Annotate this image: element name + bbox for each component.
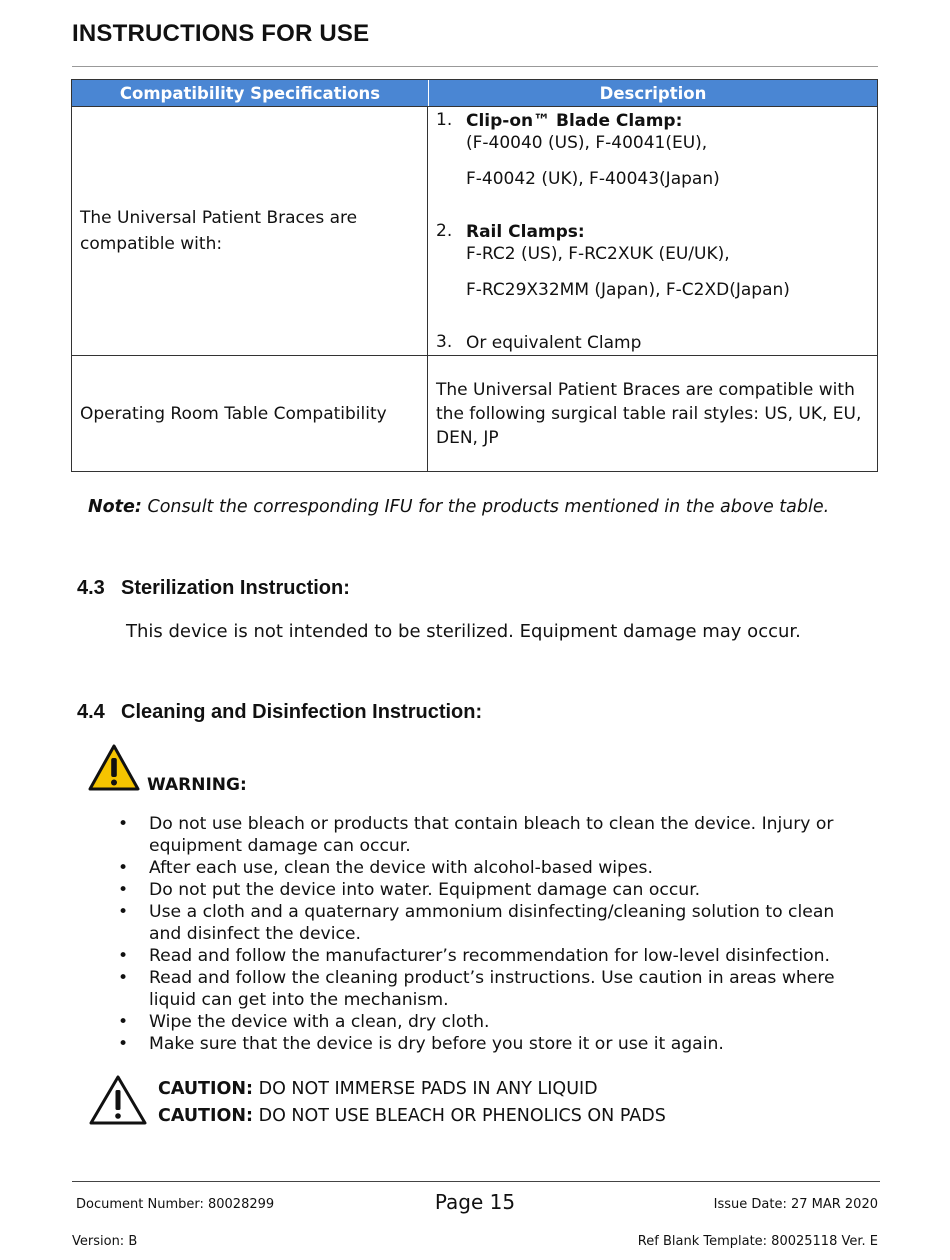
list-item: • Wipe the device with a clean, dry cloth. (118, 1011, 863, 1033)
list-item-number: 1. (436, 110, 453, 130)
ref-template: Ref Blank Template: 80025118 Ver. E (637, 1234, 878, 1249)
table-row-description: The Universal Patient Braces are compatible with the following surgical table rail styles: US, UK, EU, DEN, JP (436, 380, 862, 448)
warning-triangle-icon (87, 743, 141, 793)
caution-triangle-icon (88, 1074, 148, 1126)
caution-text: DO NOT USE BLEACH OR PHENOLICS ON PADS (253, 1106, 666, 1126)
caution-line (158, 1079, 598, 1099)
list-item: • Read and follow the cleaning product’s instructions. Use caution in areas where liquid can get into the mechanism. (118, 967, 863, 1011)
note-text: Consult the corresponding IFU for the products mentioned in the above table. (141, 497, 830, 517)
document-number: Document Number: 80028299 (76, 1197, 275, 1212)
list-item (436, 110, 869, 190)
page-number: Page 15 (434, 1190, 516, 1214)
list-item-title: Rail Clamps: (466, 222, 585, 242)
header-divider (72, 66, 878, 67)
list-item-line: F-RC29X32MM (Japan), F-C2XD(Japan) (466, 280, 790, 300)
table-row-label: The Universal Patient Braces are compatible with: (72, 107, 428, 355)
note-label: Note: (88, 497, 142, 517)
list-item (436, 332, 869, 354)
warning-label: WARNING: (147, 775, 247, 795)
list-item: • Use a cloth and a quaternary ammonium disinfecting/cleaning solution to clean and disinfect the device. (118, 901, 863, 945)
section-number: 4.4 (77, 701, 105, 723)
issue-date: Issue Date: 27 MAR 2020 (713, 1197, 878, 1212)
list-item: • Make sure that the device is dry before you store it or use it again. (118, 1033, 863, 1055)
page-title: INSTRUCTIONS FOR USE (72, 20, 370, 47)
list-item-title: Clip-on™ Blade Clamp: (466, 111, 683, 131)
table-header-specs: Compatibility Specifications (72, 80, 429, 106)
version: Version: B (72, 1234, 138, 1249)
list-item: • Do not use bleach or products that contain bleach to clean the device. Injury or equipment damage can occur. (118, 813, 863, 857)
sterilization-text: This device is not intended to be sterilized. Equipment damage may occur. (126, 621, 801, 642)
section-title: Sterilization Instruction: (121, 577, 350, 599)
section-number: 4.3 (77, 577, 105, 599)
list-item-line: F-40042 (UK), F-40043(Japan) (466, 169, 720, 189)
clamp-list (428, 107, 877, 355)
table-row (72, 106, 877, 355)
table-row (72, 355, 877, 471)
list-item: • After each use, clean the device with alcohol-based wipes. (118, 857, 863, 879)
list-item: • Do not put the device into water. Equipment damage can occur. (118, 879, 863, 901)
list-item-line: Or equivalent Clamp (466, 333, 642, 353)
list-item (436, 221, 869, 301)
list-item-line: (F-40040 (US), F-40041(EU), (466, 133, 708, 153)
cleaning-bullet-list (118, 813, 863, 1055)
caution-text: DO NOT IMMERSE PADS IN ANY LIQUID (253, 1079, 598, 1099)
section-heading (77, 701, 482, 724)
footer-divider (72, 1181, 880, 1182)
caution-label: CAUTION: (158, 1079, 254, 1099)
list-item-number: 3. (436, 332, 453, 352)
table-header-description: Description (599, 83, 707, 103)
caution-line (158, 1106, 666, 1126)
compatibility-table (71, 79, 878, 472)
caution-label: CAUTION: (158, 1106, 254, 1126)
list-item-number: 2. (436, 221, 453, 241)
section-title: Cleaning and Disinfection Instruction: (121, 701, 483, 723)
table-header (72, 80, 877, 106)
section-heading (77, 577, 350, 600)
table-note (88, 497, 829, 517)
list-item: • Read and follow the manufacturer’s recommendation for low-level disinfection. (118, 945, 863, 967)
list-item-line: F-RC2 (US), F-RC2XUK (EU/UK), (466, 244, 730, 264)
table-row-label: Operating Room Table Compatibility (72, 356, 428, 471)
